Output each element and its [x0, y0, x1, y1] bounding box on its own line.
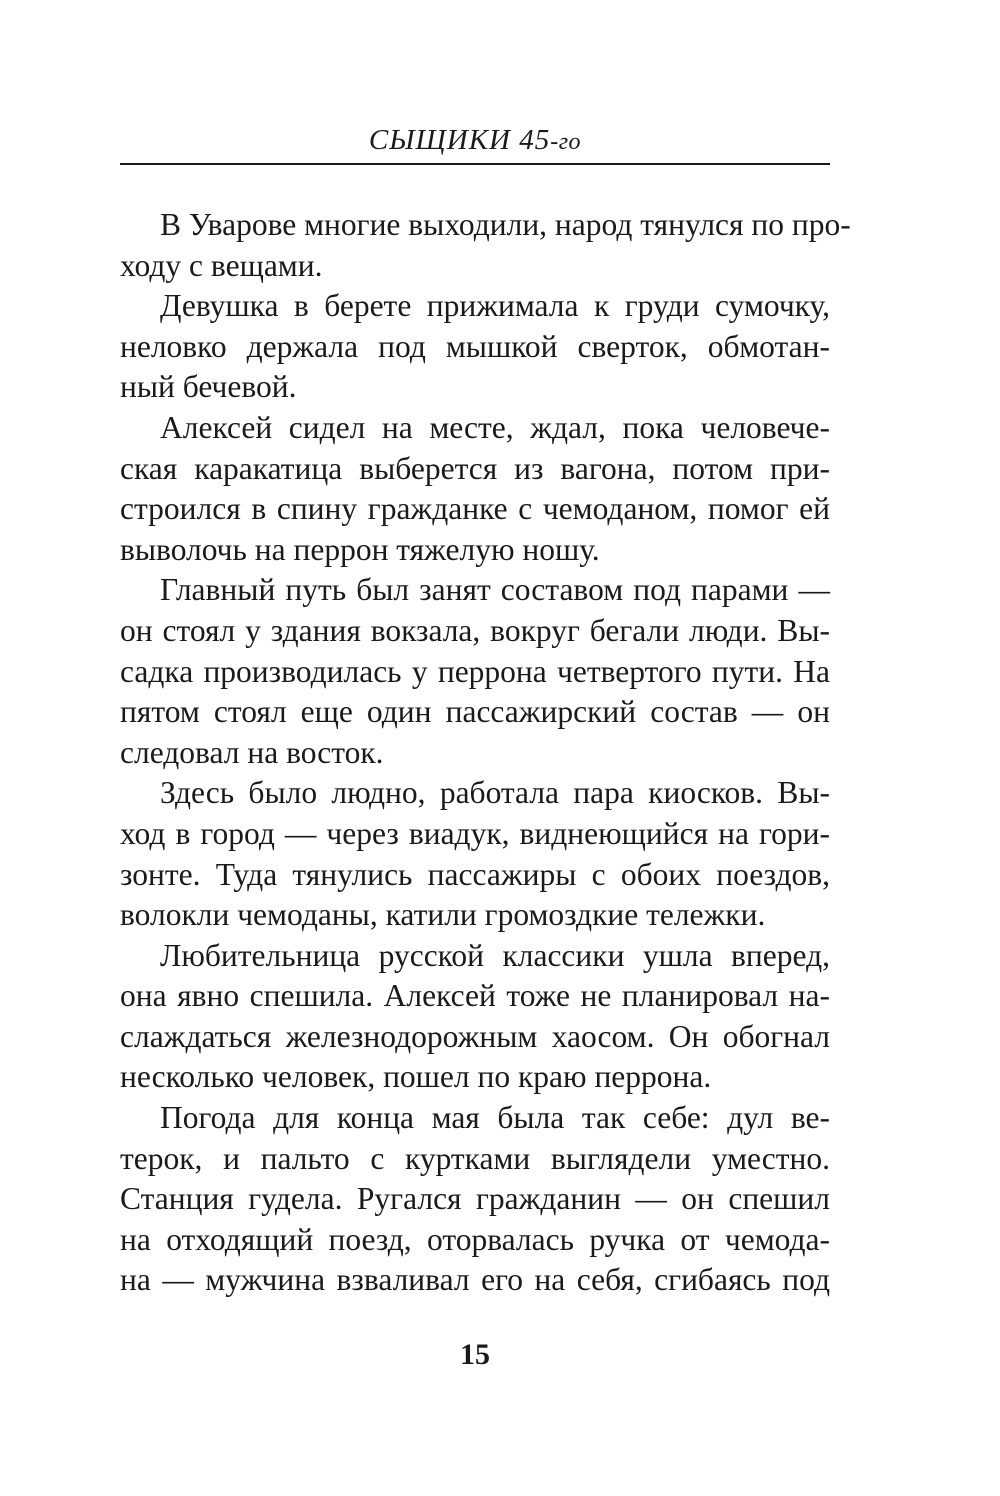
text-line: следовал на восток. — [120, 734, 384, 770]
header-rule — [120, 163, 830, 165]
page-number: 15 — [460, 1338, 490, 1371]
text-line: она явно спешила. Алексей тоже не планировал на- — [120, 978, 830, 1014]
body-text — [120, 205, 851, 1301]
text-line: строился в спину гражданке с чемоданом, помог ей — [120, 491, 830, 527]
text-line: Погода для конца мая была так себе: дул ве- — [160, 1100, 830, 1136]
text-line: волокли чемоданы, катили громоздкие тележки. — [120, 897, 766, 933]
text-line: Здесь было людно, работала пара киосков. Вы- — [160, 775, 830, 811]
text-line: зонте. Туда тянулись пассажиры с обоих поездов, — [120, 856, 830, 892]
text-line: Девушка в берете прижимала к груди сумочку, — [160, 288, 830, 324]
text-line: терок, и пальто с куртками выглядели уместно. — [120, 1140, 830, 1176]
paragraph — [120, 936, 830, 1098]
running-head — [120, 120, 830, 162]
paragraph — [120, 408, 830, 570]
text-line: Любительница русской классики ушла вперед, — [160, 937, 830, 973]
text-line: ход в город — через виадук, виднеющийся на гори- — [120, 815, 830, 851]
running-head-suffix: -го — [550, 129, 582, 155]
text-line: садка производилась у перрона четвертого пути. На — [120, 653, 830, 689]
text-line: слаждаться железнодорожным хаосом. Он обогнал — [120, 1018, 830, 1054]
text-line: ходу с вещами. — [120, 247, 323, 283]
text-line: неловко держала под мышкой сверток, обмотан- — [120, 328, 830, 364]
text-line: на — мужчина взваливал его на себя, сгибаясь под — [120, 1262, 830, 1298]
text-line: ская каракатица выберется из вагона, потом при- — [120, 450, 830, 486]
text-line: В Уварове многие выходили, народ тянулся по про- — [160, 207, 851, 242]
paragraph — [120, 773, 830, 935]
text-line: на отходящий поезд, оторвалась ручка от чемода- — [120, 1221, 830, 1257]
text-line: Станция гудела. Ругался гражданин — он спешил — [120, 1181, 830, 1217]
paragraph — [120, 286, 830, 408]
paragraph — [120, 570, 830, 773]
text-line: ный бечевой. — [120, 369, 297, 405]
paragraph — [120, 205, 851, 286]
running-head-title: СЫЩИКИ 45 — [368, 124, 551, 156]
text-line: Главный путь был занят составом под парами — — [160, 572, 830, 608]
text-line: несколько человек, пошел по краю перрона. — [120, 1059, 712, 1095]
paragraph — [120, 1098, 830, 1301]
text-line: Алексей сидел на месте, ждал, пока человече- — [160, 409, 830, 445]
text-line: он стоял у здания вокзала, вокруг бегали люди. Вы- — [120, 612, 830, 648]
text-line: выволочь на перрон тяжелую ношу. — [120, 531, 600, 567]
text-line: пятом стоял еще один пассажирский состав — он — [120, 694, 830, 730]
